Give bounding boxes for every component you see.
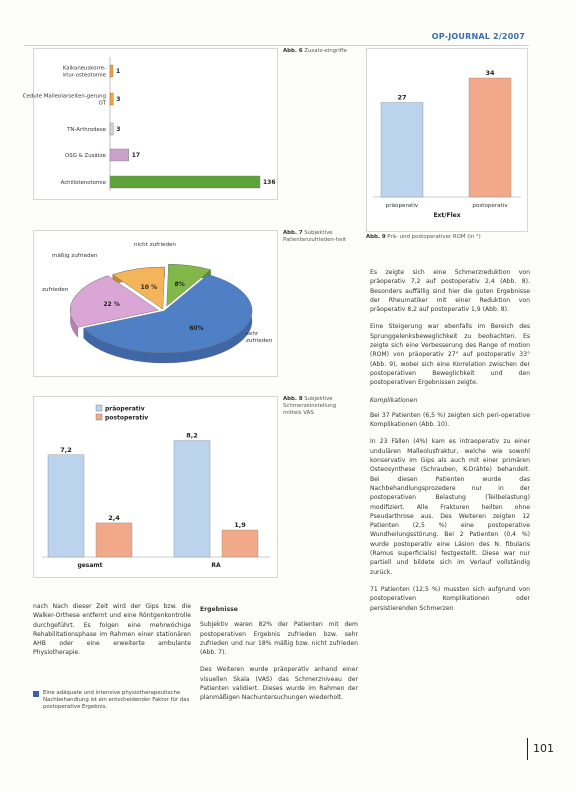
- page-number-rule: [527, 738, 528, 760]
- abb6-category-label-line: TN-Arthrodese: [67, 127, 106, 133]
- note-text: Eine adäquate und intensive physiotherapeutische Nachbehandlung ist ein entscheidender Faktor für das postoperative Ergebnis.: [43, 690, 190, 711]
- abb7-chart: [34, 231, 277, 376]
- abb8-bar: [174, 441, 210, 557]
- abb6-category-label: [66, 127, 107, 133]
- abb9-chart: [367, 49, 527, 231]
- abb9-category-label: postoperativ: [472, 203, 508, 209]
- abb8-bar: [222, 530, 258, 557]
- right-paragraph-4: In 23 Fällen (4%) kam es intraoperativ zu einer undulären Malleolusfraktur, welche wie sowohl konservativ im Gips als auch mit einer primären Osteosynthese (Schrauben, K-Drähte) behandelt. Bei diesen Patienten wurde das Nachbehandlungsprozedere nur in der postoperativen Belastung (Teilbelastung) modifiziert. Alle Frakturen heilten ohne Pseudarthrose aus. Des Weiteren zeigten 12 Patienten (2,5 %) eine postoperative Wundheilungsstörung. Bei 2 Patienten (0,4 %) wurde postoperativ eine Läsion des N. fibularis (Ramus superficialis) festgestellt. Diese war nur partiell und bildete sich im Verlauf vollständig zurück.: [370, 438, 530, 576]
- abb6-category-label-line: OT: [98, 100, 106, 107]
- abb6-value-label: 17: [131, 152, 141, 159]
- physio-note: [33, 690, 191, 712]
- middle-paragraph-2: Des Weiteren wurde präoperativ anhand einer visuellen Skala (VAS) das Schmerzniveau der Patienten validiert. Dieses wurde im Rahmen der planmäßigen Nachuntersuchungen wiederholt.: [200, 666, 358, 702]
- abb8-value-label: 2,4: [108, 513, 120, 522]
- abb6-caption-label: Abb. 6: [283, 48, 303, 54]
- abb7-caption-label: Abb. 7: [283, 230, 303, 236]
- header-rule: [24, 45, 529, 46]
- abb8-legend-swatch: [96, 414, 102, 420]
- abb7-category-label: nicht zufrieden: [134, 242, 176, 248]
- abb9-bar: [381, 103, 423, 198]
- figure-abb7: [33, 230, 278, 377]
- results-heading: Ergebnisse: [200, 606, 238, 613]
- abb8-legend-label: präoperativ: [105, 405, 145, 413]
- abb9-caption-text: Prä- und postoperativer ROM (in °): [387, 234, 481, 240]
- abb6-value-label: 3: [116, 126, 121, 133]
- abb8-value-label: 7,2: [60, 445, 72, 454]
- middle-bottom-text: [200, 605, 358, 711]
- page-number: 101: [533, 742, 554, 755]
- abb9-category-label: präoperativ: [385, 203, 419, 209]
- right-paragraph-5: 71 Patienten (12,5 %) mussten sich aufgrund von postoperativen Komplikationen oder persistierenden Schmerzen: [370, 585, 530, 612]
- abb9-value-label: 27: [397, 93, 407, 102]
- abb6-value-label: 3: [116, 96, 121, 103]
- left-bottom-text: [33, 602, 191, 666]
- note-marker: [33, 691, 39, 697]
- abb6-chart: [22, 49, 277, 199]
- abb9-value-label: 34: [485, 69, 495, 77]
- abb6-bar: [110, 93, 113, 105]
- abb7-category-label: mäßig zufrieden: [52, 253, 98, 259]
- abb6-category-label-line: OSG & Zusätze: [65, 153, 106, 159]
- abb8-caption-label: Abb. 8: [283, 396, 303, 402]
- abb8-legend-label: postoperativ: [105, 414, 149, 422]
- abb8-bar: [96, 523, 132, 557]
- abb6-bar: [110, 149, 129, 161]
- abb6-value-label: 1: [116, 68, 121, 75]
- abb6-category-label: [65, 153, 107, 159]
- abb8-category-label: gesamt: [77, 562, 103, 569]
- abb9-caption: [366, 234, 531, 241]
- abb6-value-label: 136: [263, 179, 276, 186]
- abb9-x-axis-title: Ext/Flex: [433, 212, 461, 219]
- right-column: [370, 268, 530, 613]
- abb7-category-label-line: zufrieden: [246, 338, 273, 344]
- abb8-bar: [48, 455, 84, 557]
- figure-abb6: [22, 48, 278, 200]
- right-paragraph-2: Eine Steigerung war ebenfalls im Bereich des Sprunggelenksbeweglichkeit zu beobachten. Es zeigte sich eine Verbesserung des Range of motion (ROM) von präoperativ 27° auf postoperativ 33° (Abb. 9), wobei sich eine Korrelation zwischen der postoperativen Beweglichkeit und den postoperativen Ergebnissen zeigte.: [370, 323, 530, 387]
- abb6-category-label-line: ktur-osteotomie: [63, 72, 106, 79]
- abb6-category-label: [23, 94, 107, 107]
- figure-abb9: [366, 48, 528, 232]
- abb6-category-label: [63, 66, 107, 79]
- figure-abb8: [33, 396, 278, 578]
- abb7-value-label: 22 %: [103, 300, 120, 308]
- abb6-category-label: [61, 180, 107, 186]
- abb6-category-label-line: Cedute Malleolarseiten-gerung: [22, 93, 106, 100]
- abb6-category-label-line: Kalkaneuskorre-: [62, 65, 106, 72]
- abb6-bar: [110, 65, 113, 77]
- middle-paragraph-1: Subjektiv waren 82% der Patienten mit dem postoperativen Ergebnis zufrieden bzw. sehr zufrieden und nur 18% mäßig bzw. nicht zufrieden (Abb. 7).: [200, 621, 358, 657]
- abb7-value-label: 8%: [174, 280, 185, 288]
- abb6-bar: [110, 176, 260, 188]
- abb7-value-label: 10 %: [140, 283, 158, 291]
- right-paragraph-3: Bei 37 Patienten (6,5 %) zeigten sich peri-operative Komplikationen (Abb. 10).: [370, 411, 530, 429]
- abb8-caption: [283, 396, 353, 417]
- abb6-caption: [283, 48, 353, 55]
- abb6-category-label-line: Achillotenotomie: [60, 180, 106, 186]
- abb7-category-label: [246, 331, 273, 344]
- abb6-caption-text: Zusatz-eingriffe: [304, 48, 347, 54]
- abb7-caption: [283, 230, 353, 244]
- abb8-chart: [34, 397, 277, 577]
- right-paragraph-1: Es zeigte sich eine Schmerzreduktion von präoperativ 7,2 auf postoperativ 2,4 (Abb. 8). Besonders auffällig sind hier die guten Ergebnisse der Rheumatiker mit einer Reduktion von präoperativ 8,2 auf postoperativ 1,9 (Abb. 8).: [370, 269, 530, 314]
- abb7-value-label: 60%: [189, 325, 204, 333]
- abb8-legend-swatch: [96, 405, 102, 411]
- abb8-value-label: 1,9: [234, 521, 246, 530]
- abb8-value-label: 8,2: [186, 431, 198, 440]
- abb8-category-label: RA: [211, 562, 221, 569]
- abb9-bar: [469, 78, 511, 197]
- left-paragraph-1: nach Nach dieser Zeit wird der Gips bzw. die Walker-Orthese entfernt und eine Röntgenkontrolle durchgeführt. Es folgen eine mehrwöchige Rehabilitationsphase im Rahmen einer stationären AHB oder eine erweiterte ambulante Physiotherapie.: [33, 603, 191, 657]
- journal-header: OP-JOURNAL 2/2007: [431, 32, 525, 41]
- complications-heading: Komplikationen: [370, 396, 418, 404]
- abb7-caption-text: Subjektive Patientenzufrieden-heit: [283, 230, 347, 243]
- abb7-category-label: zufrieden: [42, 287, 69, 293]
- abb7-category-label-line: sehr: [246, 331, 259, 337]
- abb9-caption-label: Abb. 9: [366, 234, 386, 240]
- abb6-bar: [110, 123, 113, 135]
- abb8-caption-text: Subjektive Schmerzeinstellung mittels VAS: [283, 396, 337, 416]
